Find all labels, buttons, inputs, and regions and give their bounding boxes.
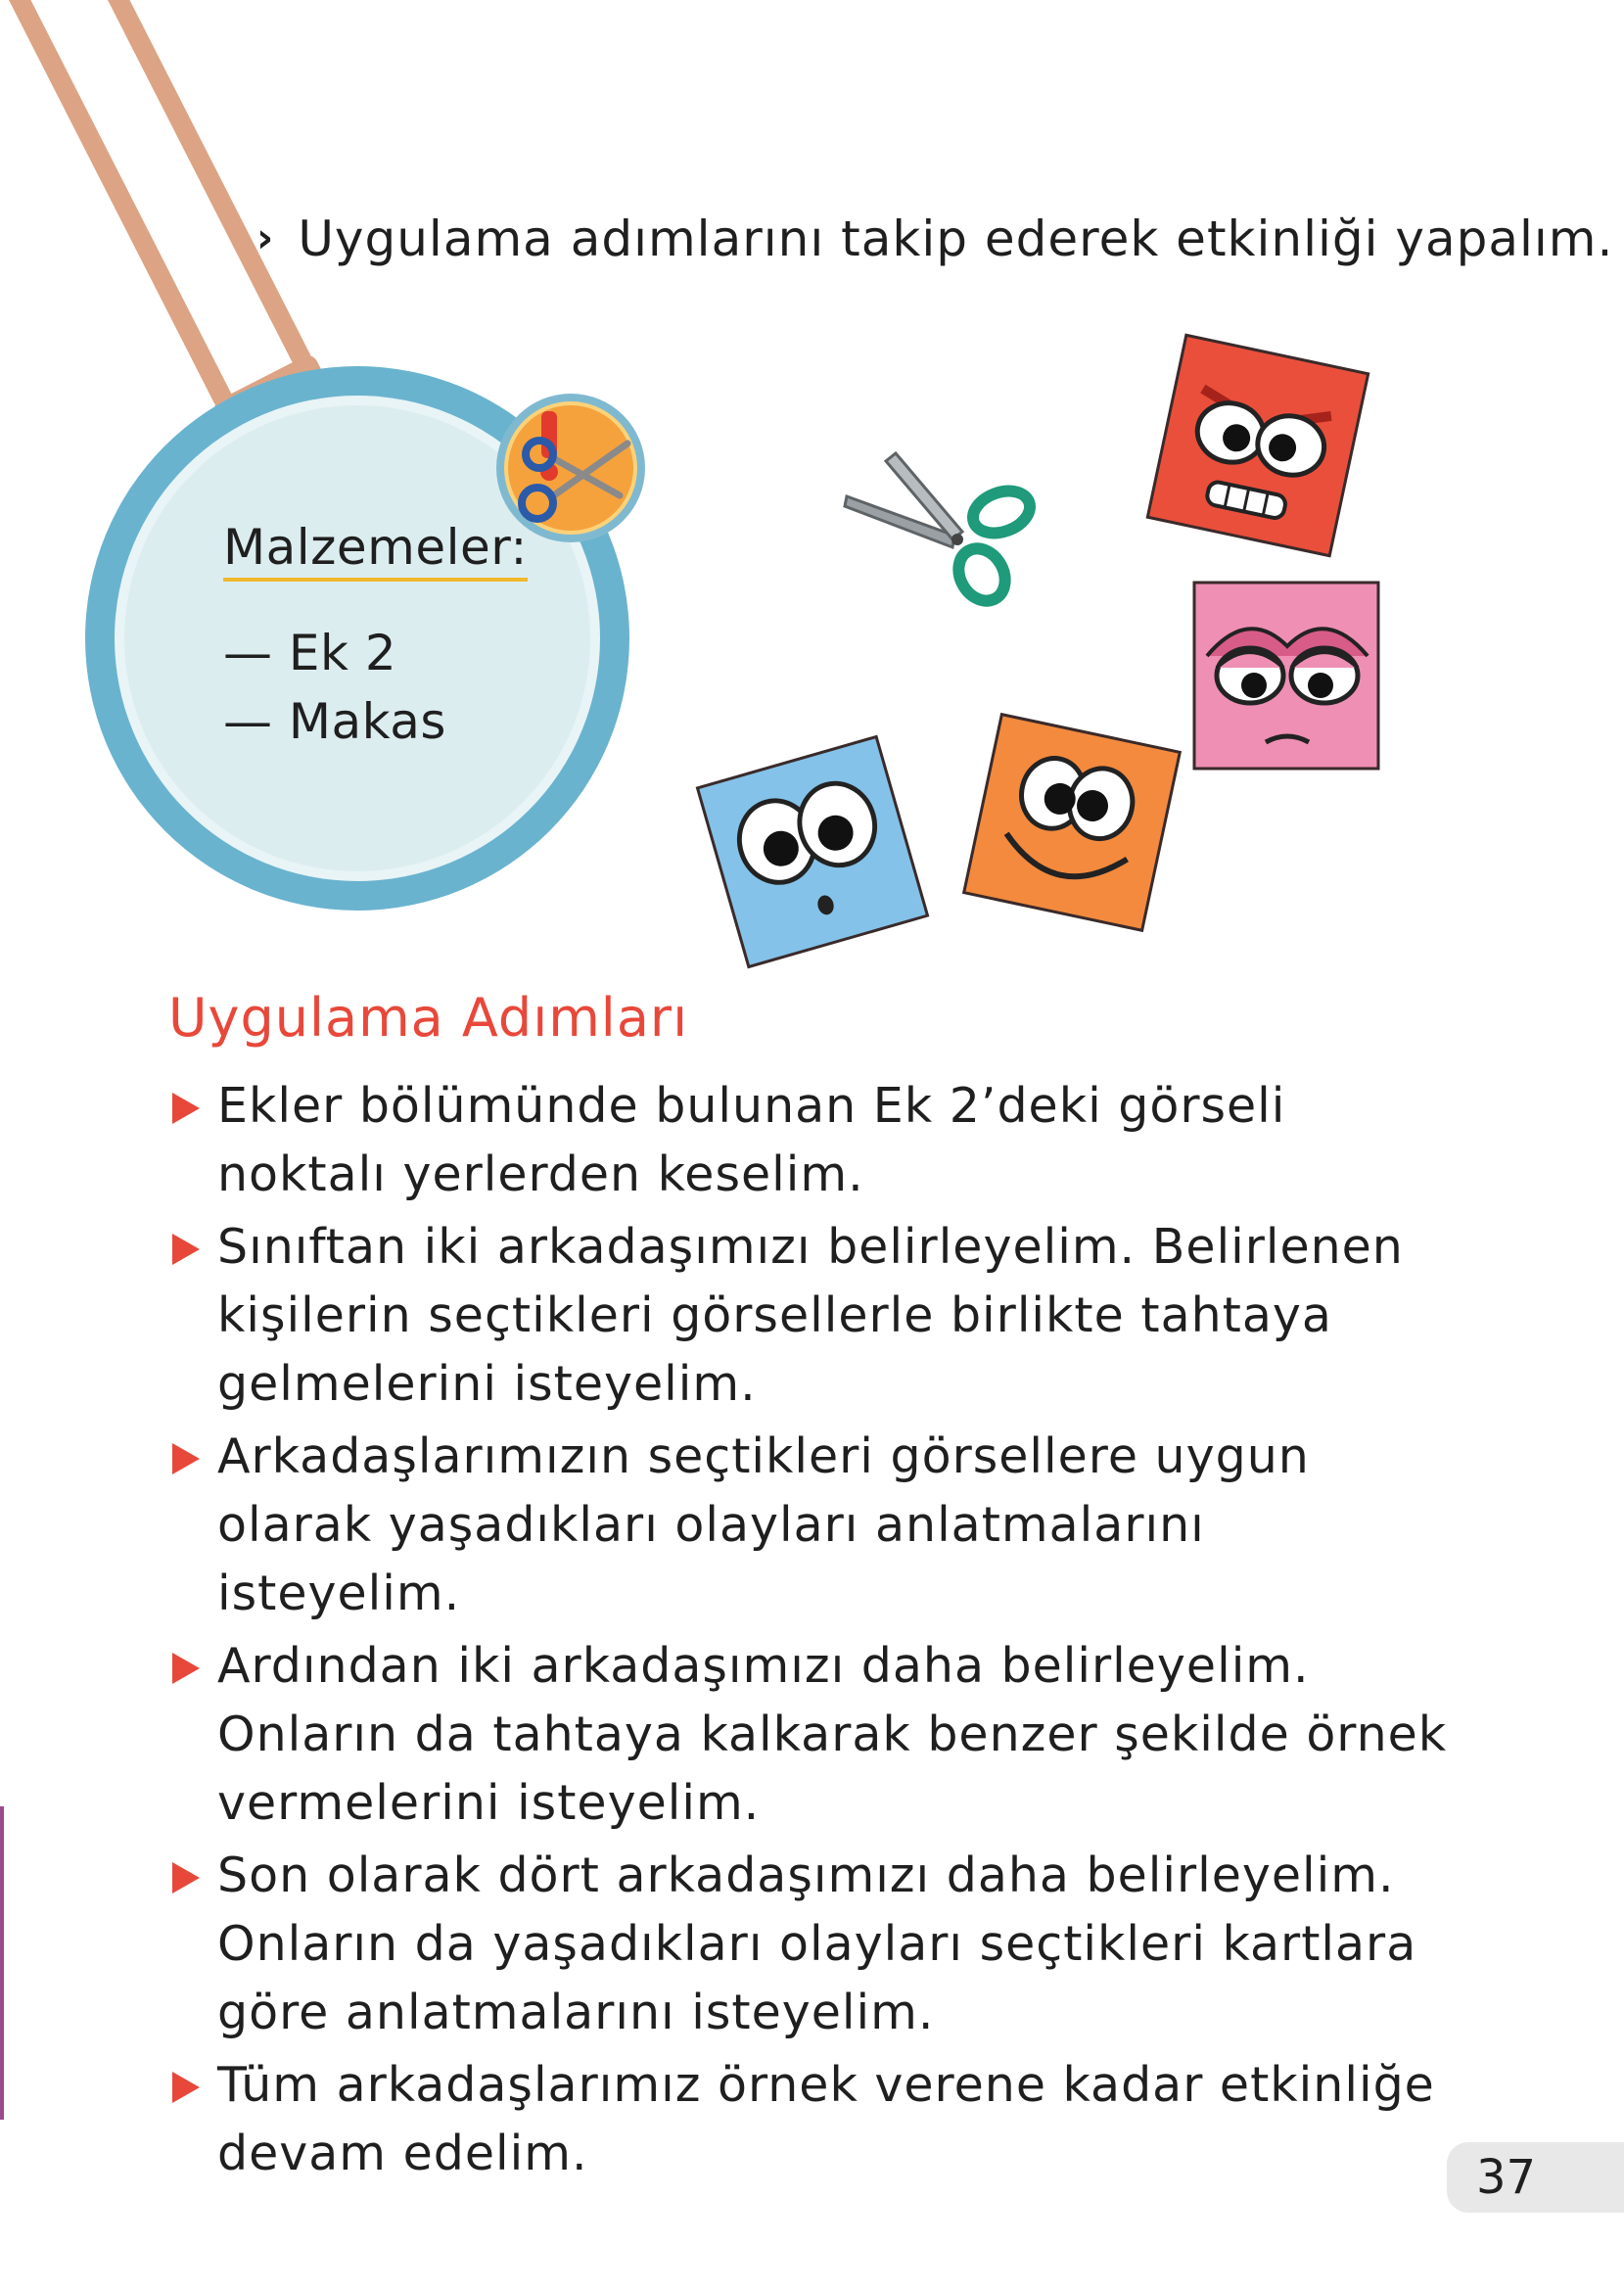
triangle-bullet-icon (172, 1234, 200, 1265)
surprised-face-card (685, 725, 940, 979)
step-item (168, 1842, 1461, 2047)
page-edge-marker (0, 1806, 4, 2120)
materials-title: Malzemeler: (223, 519, 528, 582)
scissors-icon (837, 445, 1043, 612)
step-item (168, 1213, 1461, 1419)
step-text: Ekler bölümünde bulunan Ek 2’deki görseli noktalı yerlerden keselim. (217, 1078, 1286, 1202)
step-text: Ardından iki arkadaşımızı daha belirleyelim. Onların da tahtaya kalkarak benzer şekilde örnek vermelerini isteyelim. (217, 1638, 1448, 1831)
step-text: Arkadaşlarımızın seçtikleri görsellere uygun olarak yaşadıkları olayları anlatmalarını isteyelim. (217, 1428, 1310, 1621)
page-number: 37 (1447, 2142, 1624, 2213)
intro-text: Uygulama adımlarını takip ederek etkinliği yapalım. (298, 210, 1614, 267)
steps-list (168, 1072, 1461, 2192)
step-item (168, 1632, 1461, 1838)
materials-panel (223, 519, 576, 756)
steps-title: Uygulama Adımları (168, 987, 689, 1049)
triangle-bullet-icon (172, 2072, 200, 2103)
step-item (168, 2051, 1461, 2188)
step-text: Son olarak dört arkadaşımızı daha belirleyelim. Onların da yaşadıkları olayları seçtikleri kartlara göre anlatmalarını isteyelim. (217, 1847, 1417, 2040)
intro-instruction (256, 210, 1614, 267)
angry-face-card (1136, 323, 1380, 568)
sad-face-card (1189, 578, 1385, 773)
step-item (168, 1423, 1461, 1628)
chevron-right-icon: › (256, 213, 275, 261)
triangle-bullet-icon (172, 1653, 200, 1684)
triangle-bullet-icon (172, 1862, 200, 1894)
step-text: Sınıftan iki arkadaşımızı belirleyelim. Belirlenen kişilerin seçtikleri görsellerle birlikte tahtaya gelmelerini isteyelim. (217, 1219, 1404, 1412)
materials-item: — Ek 2 (223, 625, 397, 681)
happy-face-card (950, 700, 1194, 945)
materials-item: — Makas (223, 693, 446, 750)
step-item (168, 1072, 1461, 1209)
step-text: Tüm arkadaşlarımız örnek verene kadar etkinliğe devam edelim. (217, 2057, 1435, 2181)
triangle-bullet-icon (172, 1093, 200, 1124)
triangle-bullet-icon (172, 1443, 200, 1474)
